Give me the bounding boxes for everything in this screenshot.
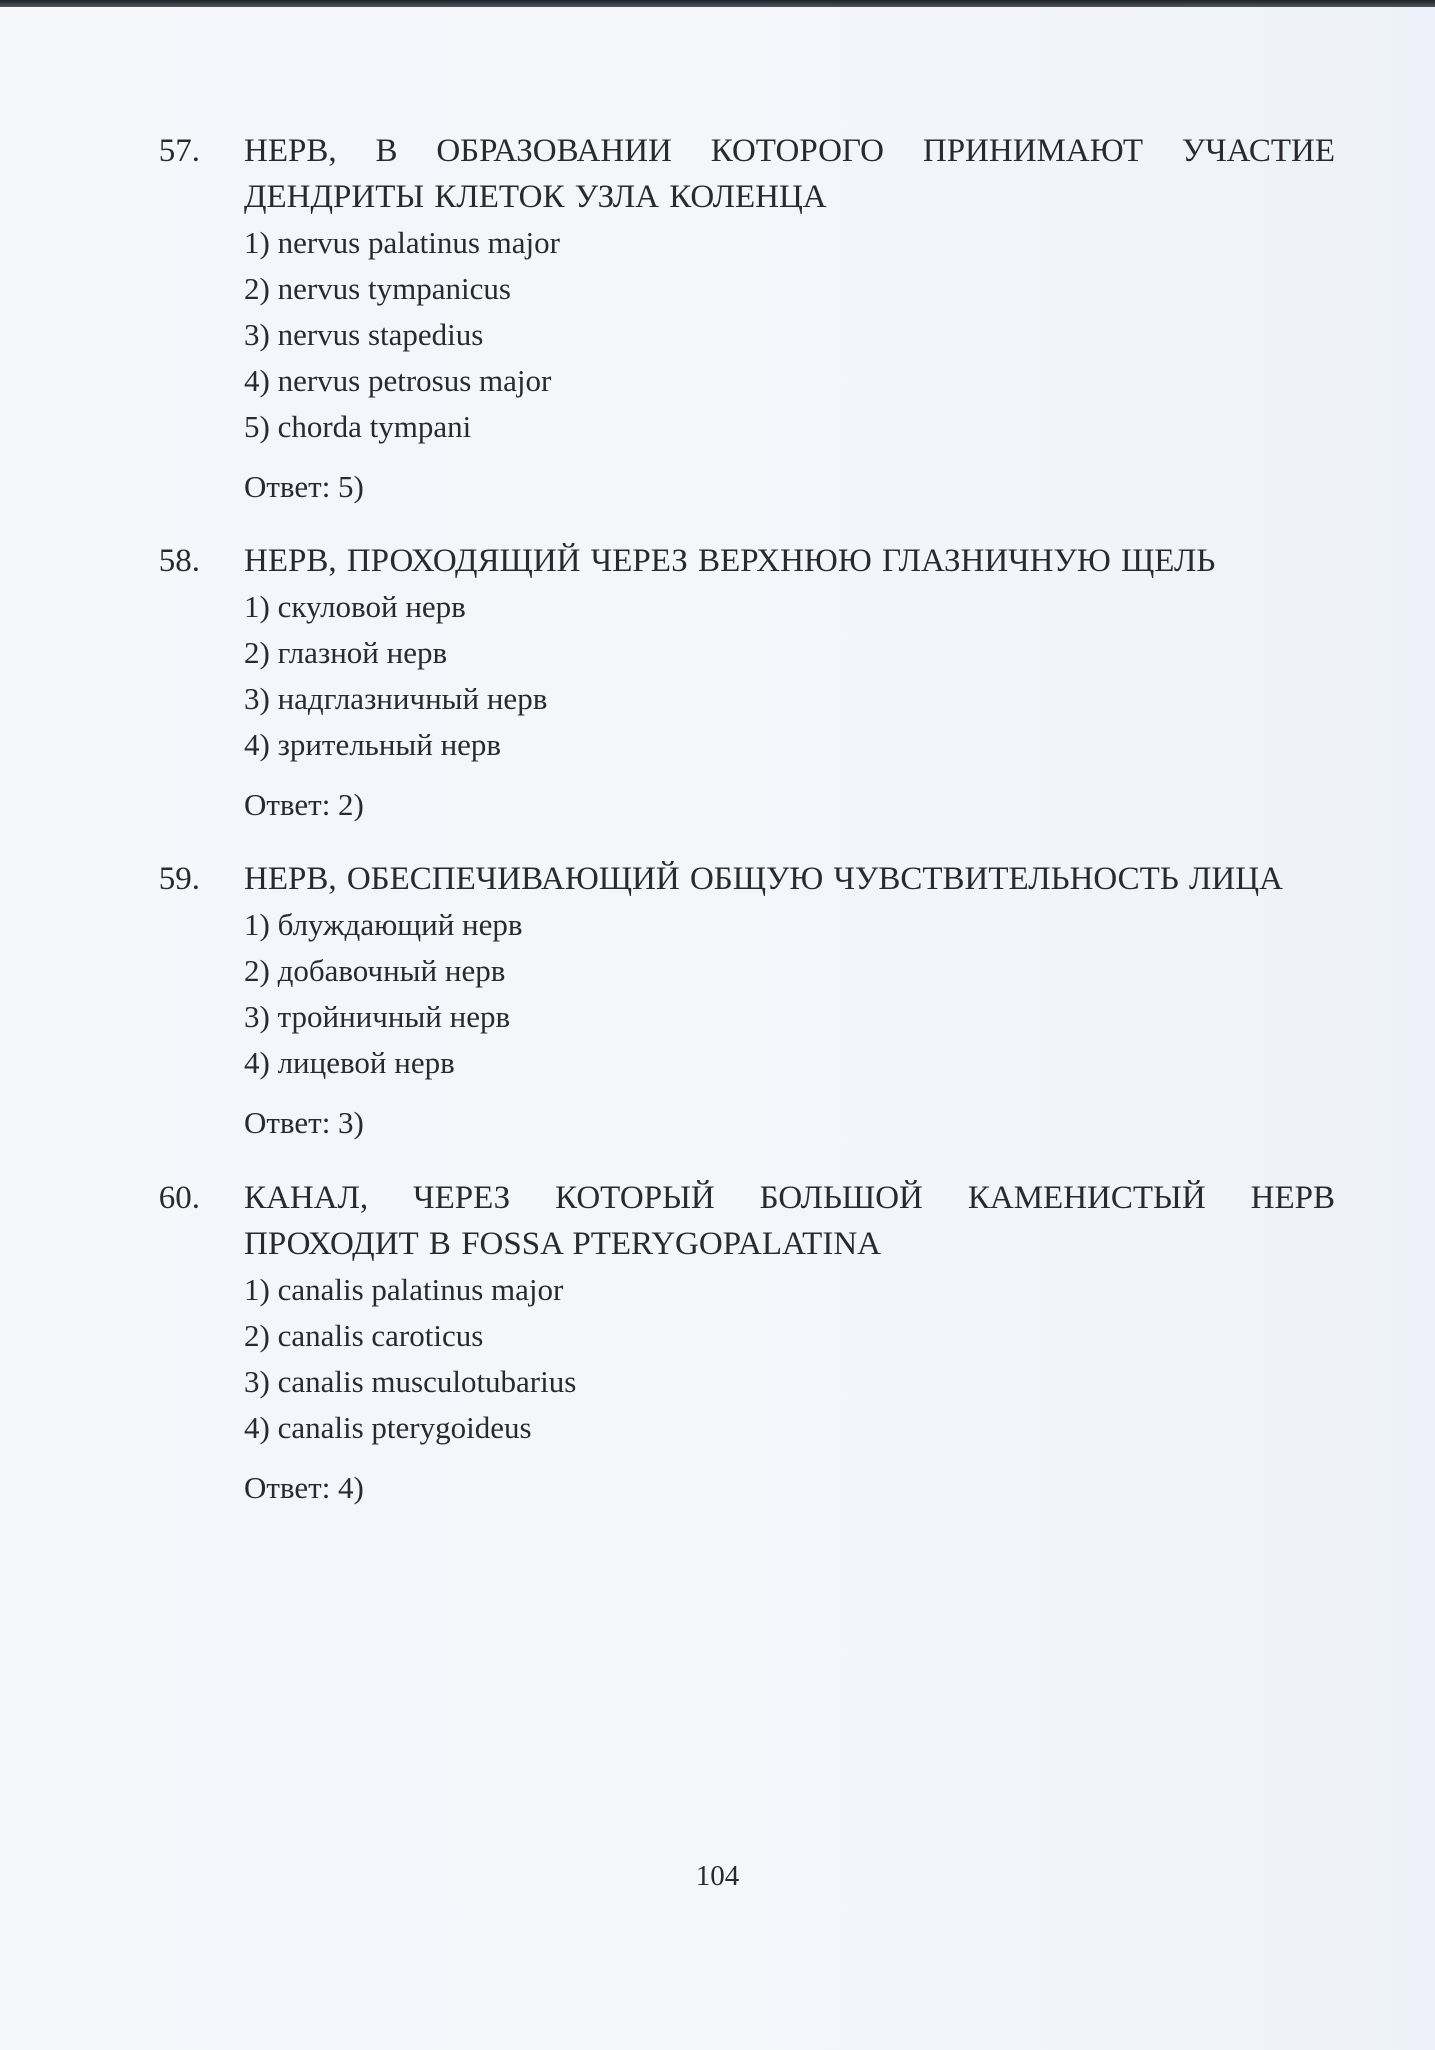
question-header — [150, 1175, 1335, 1267]
question-number: 59. — [158, 861, 200, 897]
question-header — [150, 856, 1335, 902]
question-58 — [150, 538, 1335, 828]
question-number: 57. — [158, 133, 200, 169]
answer-text: Ответ: 5) — [244, 469, 364, 504]
option-4: 4) зрительный нерв — [244, 727, 502, 762]
option-1: 1) скуловой нерв — [244, 589, 466, 624]
option-4: 4) лицевой нерв — [244, 1045, 455, 1080]
option-2: 2) добавочный нерв — [244, 953, 506, 988]
question-text: НЕРВ, ПРОХОДЯЩИЙ ЧЕРЕЗ ВЕРХНЮЮ ГЛАЗНИЧНУЮ ЩЕЛЬ — [244, 543, 1216, 579]
question-57 — [150, 128, 1335, 510]
question-text: НЕРВ, В ОБРАЗОВАНИИ КОТОРОГО ПРИНИМАЮТ УЧАСТИЕ ДЕНДРИТЫ КЛЕТОК УЗЛА КОЛЕНЦА — [244, 133, 1335, 215]
question-text: НЕРВ, ОБЕСПЕЧИВАЮЩИЙ ОБЩУЮ ЧУВСТВИТЕЛЬНОСТЬ ЛИЦА — [244, 861, 1283, 897]
question-60 — [150, 1175, 1335, 1511]
option-4: 4) canalis pterygoideus — [244, 1410, 532, 1445]
option-4: 4) nervus petrosus major — [244, 363, 552, 398]
option-5: 5) chorda tympani — [244, 409, 472, 444]
question-text: КАНАЛ, ЧЕРЕЗ КОТОРЫЙ БОЛЬШОЙ КАМЕНИСТЫЙ НЕРВ ПРОХОДИТ В FOSSA PTERYGOPALATINA — [244, 1180, 1335, 1262]
option-1: 1) блуждающий нерв — [244, 907, 523, 942]
question-header — [150, 538, 1335, 584]
option-1: 1) canalis palatinus major — [244, 1272, 564, 1307]
option-3: 3) canalis musculotubarius — [244, 1364, 577, 1399]
answer-text: Ответ: 2) — [244, 787, 364, 822]
options-list — [150, 902, 1335, 1086]
answer-text: Ответ: 3) — [244, 1105, 364, 1140]
question-header — [150, 128, 1335, 220]
scan-top-edge — [0, 0, 1435, 7]
option-3: 3) надглазничный нерв — [244, 681, 548, 716]
options-list — [150, 584, 1335, 768]
question-59 — [150, 856, 1335, 1146]
options-list — [150, 220, 1335, 450]
option-2: 2) canalis caroticus — [244, 1318, 484, 1353]
option-3: 3) тройничный нерв — [244, 999, 511, 1034]
question-number: 60. — [158, 1180, 200, 1216]
option-1: 1) nervus palatinus major — [244, 225, 560, 260]
answer-text: Ответ: 4) — [244, 1470, 364, 1505]
option-2: 2) глазной нерв — [244, 635, 448, 670]
page-number: 104 — [695, 1860, 740, 1892]
option-2: 2) nervus tympanicus — [244, 271, 511, 306]
question-number: 58. — [158, 543, 200, 579]
option-3: 3) nervus stapedius — [244, 317, 484, 352]
options-list — [150, 1267, 1335, 1451]
